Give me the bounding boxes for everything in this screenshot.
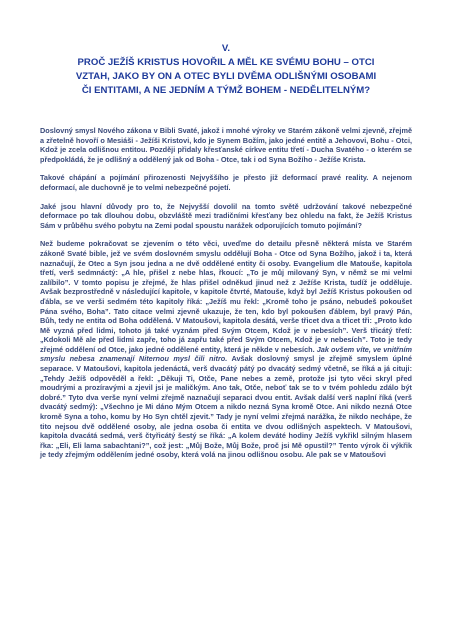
paragraph-4-italic: Jak ovšem víte, ve vnitřním smyslu nebesa znamenají Niternou mysl čili nitro.	[40, 344, 412, 364]
chapter-heading	[40, 42, 412, 98]
document-body	[40, 126, 412, 460]
chapter-title-line-3: ČI ENTITAMI, A NE JEDNÍM A TÝMŽ BOHEM - NEDĚLITELNÝM?	[81, 85, 371, 96]
paragraph-1: Doslovný smysl Nového zákona v Bibli Svaté, jakož i mnohé výroky ve Starém zákoně velmi zjevně, zřejmě a zřetelně hovoří o Mesiáši - Ježíši Kristovi, kdo je Synem Božím, jako jedné entitě a Jehovovi, Bohu - Otci, Kdož je zcela odlišnou entitou. Později přidaly křesťanské církve entitu třetí - Ducha Svatého - o kterém se předpokládá, že je odlišný a oddělený jak od Boha - Otce, tak i od Syna Božího - Ježíše Krista.	[40, 126, 412, 164]
paragraph-2: Takové chápání a pojímání přirozenosti Nejvyššího je přesto již deformací pravé reality. A nejenom deformací, ale duchovně je to velmi nebezpečné pojetí.	[40, 173, 412, 192]
paragraph-4-part-2: Avšak doslovný smysl je zřejmě smyslem úplné separace. V Matoušovi, kapitola jedenáctá, verš dvacátý pátý po dvacátý sedmý včetně, se říká a já cituji: „Tehdy Ježíš odpověděl a řekl: „Děkuji Ti, Otče, Pane nebes a země, protože jsi tyto věci skryl před moudrými a prozíravými a zjevil jsi je maličkým. Ano tak, Otče, neboť tak se to v tvém pohledu zdálo být dobré.” Tyto dva verše nyní velmi zřejmě naznačují separaci dvou entit. Avšak další verš naplní říká (verš dvacátý sedmý): „Všechno je Mi dáno Mým Otcem a nikdo nezná Syna kromě Otce. Ani nikdo nezná Otce kromě Syna a toho, komu by Ho Syn chtěl zjevit.” Tady je nyní velmi zřejmá narážka, že nikdo nechápe, že tito nejsou dvě oddělené osoby, ale jedna osoba či entita ve dvou odlišných aspektech. V Matoušovi, kapitola dvacátá sedmá, verš čtyřicátý šestý se říká: „A kolem deváté hodiny Ježíš vykřikl silným hlasem řka: „Eli, Eli lama sabachtani?”, což jest: „Můj Bože, Můj Bože, proč jsi Mě opustil?” Tento výrok či výkřik je tedy zřejmým oddělením jedné osoby, která volá na jinou odlišnou osobu. Ale pak se v Matoušovi	[40, 354, 412, 460]
chapter-title-line-2: VZTAH, JAKO BY ON A OTEC BYLI DVĚMA ODLIŠNÝMI OSOBAMI	[75, 71, 377, 82]
paragraph-4-part-1: Než budeme pokračovat se zjevením o této věci, uveďme do detailu přesně některá místa ve Starém zákoně Svaté bible, jež ve svém doslovném smyslu oddělují Boha - Otce od Syna Božího, jakož i ta, která naznačují, že Otec a Syn jsou jedna a ne dvě oddělené entity či osoby. Evangelium dle Matouše, kapitola třetí, verš sedmnáctý: „A hle, přišel z nebe hlas, řkoucí: „To je můj milovaný Syn, v němž se mi velmi zalíbilo”. V tomto popisu je zřejmé, že hlas přišel odněkud jinud než z Ježíše Krista, tudíž je odděluje. Avšak bezprostředně v následující kapitole, v kapitole čtvrté, Matouše, když byl Ježíš Kristus pokoušen od ďábla, se ve verši sedmém této kapitoly říká: „Ježíš mu řekl: „Kromě toho je psáno, nebudeš pokoušet Pána svého, Boha”. Tato citace velmi zjevně ukazuje, že ten, kdo byl pokoušen ďáblem, byl pravý Pán, Bůh, tedy ne entita od Boha oddělená. V Matoušovi, kapitola desátá, verše třicet dva a třicet tři: „Proto kdo Mě vyzná před lidmi, tohoto já také vyznám před Svým Otcem, Kdož je v nebesích”. Verš třicátý třetí: „Kdokoli Mě ale před lidmi zapře, toho já zapřu také před Svým Otcem, Kdož je v nebesích”. Toto je tedy zřejmé oddělení od Otce, jako jedné oddělené entity, která je někde v nebesích.	[40, 239, 412, 354]
chapter-title-line-1: PROČ JEŽÍŠ KRISTUS HOVOŘIL A MĚL KE SVÉMU BOHU – OTCI	[77, 57, 375, 68]
paragraph-3: Jaké jsou hlavní důvody pro to, že Nejvyšší dovolil na tomto světě udržování takové nebezpečné deformace po tak dlouhou dobu, obzvláště mezi tradičními křesťany bez ohledu na fakt, že Ježíš Kristus Sám v průběhu svého pobytu na Zemi podal spoustu narážek odporujících tomuto pojímání?	[40, 201, 412, 230]
chapter-number: V.	[221, 43, 231, 54]
paragraph-4	[40, 239, 412, 460]
